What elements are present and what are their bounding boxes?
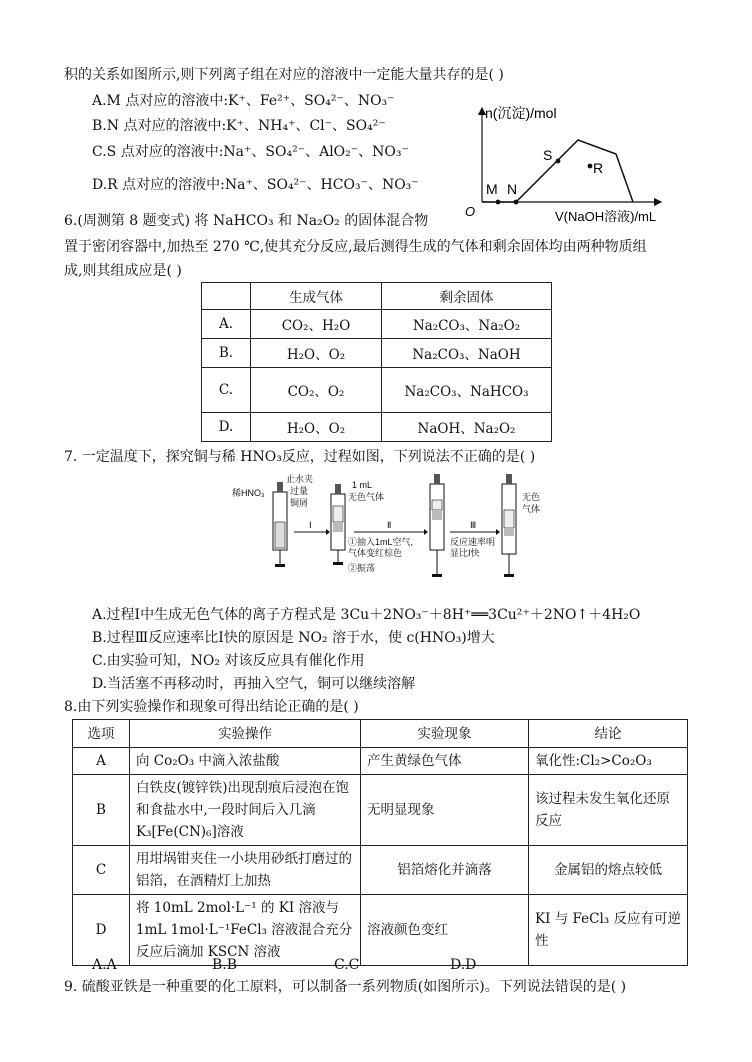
q8-row-a (73, 748, 688, 775)
label-n: N (507, 181, 518, 197)
q6-stem-line2: 置于密闭容器中,加热至 270 ℃,使其充分反应,最后测得生成的气体和剩余固体均由两种物质组 (64, 239, 647, 255)
q6-cell: Na₂CO₃、Na₂O₂ (382, 310, 552, 339)
q8-stem: 8.由下列实验操作和现象可得出结论正确的是( ) (64, 699, 359, 715)
q8-header-conclusion: 结论 (529, 720, 688, 748)
curve (482, 140, 633, 202)
label-step-1: Ⅰ (309, 520, 312, 530)
q7-option-d: D.当活塞不再移动时，再抽入空气，铜可以继续溶解 (92, 676, 416, 692)
q6-cell: A. (202, 310, 251, 339)
q6-cell: B. (202, 339, 251, 368)
q6-row-c (202, 368, 552, 413)
q8-cell: 氧化性:Cl₂>Co₂O₃ (529, 748, 688, 775)
origin-label: O (465, 204, 476, 219)
q8-answer-d: D.D (450, 957, 477, 973)
q8-cell: 金属铝的熔点较低 (529, 846, 688, 895)
q8-cell: C (73, 846, 130, 895)
q8-cell: 向 Co₂O₃ 中滴入浓盐酸 (130, 748, 361, 775)
label-step3-note-b: 显比Ⅰ快 (450, 548, 480, 558)
q7-option-b: B.过程Ⅲ反应速率比Ⅰ快的原因是 NO₂ 溶于水，使 c(HNO₃)增大 (92, 630, 495, 646)
q6-header-gas: 生成气体 (251, 283, 382, 310)
q8-row-b (73, 775, 688, 846)
q8-cell: A (73, 748, 130, 775)
q9-stem: 9. 硫酸亚铁是一种重要的化工原料，可以制备一系列物质(如图所示)。下列说法错误的是( ) (64, 979, 627, 995)
q6-cell: Na₂CO₃、NaHCO₃ (382, 368, 552, 413)
label-gas2-a: 无色 (522, 492, 541, 502)
q8-cell: 将 10mL 2mol·L⁻¹ 的 KI 溶液与 1mL 1mol·L⁻¹FeCl₃ 溶液混合充分反应后滴加 KSCN 溶液 (130, 895, 361, 966)
q6-row-d (202, 413, 552, 442)
q8-answer-c: C.C (334, 957, 360, 973)
q8-answer-a: A.A (92, 957, 117, 973)
q8-row-d (73, 895, 688, 966)
label-step2-note-a: ①抽入1mL空气, (348, 537, 414, 547)
q6-row-b (202, 339, 552, 368)
label-r: R (593, 160, 604, 176)
q6-cell: CO₂、O₂ (251, 368, 382, 413)
label-step-3: Ⅲ (470, 520, 477, 530)
q8-row-c (73, 846, 688, 895)
q8-answer-b: B.B (212, 957, 238, 973)
label-step3-note-a: 反应速率明 (450, 537, 496, 547)
q6-header-blank (202, 283, 251, 310)
point-r (588, 164, 593, 169)
q5-option-a: A.M 点对应的溶液中:K⁺、Fe²⁺、SO₄²⁻、NO₃⁻ (92, 93, 395, 109)
q6-stem-line1: 6.(周测第 8 题变式) 将 NaHCO₃ 和 Na₂O₂ 的固体混合物 (64, 213, 429, 229)
q6-cell: Na₂CO₃、NaOH (382, 339, 552, 368)
q8-cell: 产生黄绿色气体 (361, 748, 529, 775)
label-excess: 过量 (290, 486, 309, 496)
q6-cell: H₂O、O₂ (251, 413, 382, 442)
q5-option-d: D.R 点对应的溶液中:Na⁺、SO₄²⁻、HCO₃⁻、NO₃⁻ (92, 177, 419, 193)
label-gas2-b: 气体 (522, 504, 541, 514)
x-axis-label: V(NaOH溶液)/mL (555, 209, 657, 224)
q8-cell: 铝箔熔化并滴落 (361, 846, 529, 895)
q7-option-a: A.过程Ⅰ中生成无色气体的离子方程式是 3Cu＋2NO₃⁻＋8H⁺══3Cu²⁺＋2NO↑＋4H₂O (92, 607, 641, 623)
q6-cell: H₂O、O₂ (251, 339, 382, 368)
q5-option-c: C.S 点对应的溶液中:Na⁺、SO₄²⁻、AlO₂⁻、NO₃⁻ (92, 144, 409, 160)
q8-cell: 无明显现象 (361, 775, 529, 846)
q8-cell: D (73, 895, 130, 966)
q8-header-operation: 实验操作 (130, 720, 361, 748)
q6-header-solid: 剩余固体 (382, 283, 552, 310)
q6-cell: C. (202, 368, 251, 413)
q8-cell: B (73, 775, 130, 846)
q8-cell: KI 与 FeCl₃ 反应有可逆性 (529, 895, 688, 966)
q6-cell: NaOH、Na₂O₂ (382, 413, 552, 442)
q8-header-option: 选项 (73, 720, 130, 748)
label-step-2: Ⅱ (387, 520, 392, 530)
q7-apparatus-figure (230, 470, 560, 582)
q6-cell: D. (202, 413, 251, 442)
y-axis-label: n(沉淀)/mol (485, 105, 557, 121)
q5-option-b: B.N 点对应的溶液中:K⁺、NH₄⁺、Cl⁻、SO₄²⁻ (92, 118, 386, 134)
q6-stem-line3: 成,则其组成应是( ) (64, 263, 182, 279)
q5-precipitate-graph (455, 98, 695, 226)
label-clip: 止水夹 (286, 474, 314, 484)
q6-cell: CO₂、H₂O (251, 310, 382, 339)
q8-cell: 溶液颜色变红 (361, 895, 529, 966)
label-copper: 铜屑 (290, 498, 309, 508)
label-m: M (486, 181, 498, 197)
point-s (556, 159, 561, 164)
q6-table (201, 282, 552, 442)
q6-row-a (202, 310, 552, 339)
point-m (496, 200, 501, 205)
q8-cell: 该过程未发生氧化还原反应 (529, 775, 688, 846)
label-colorless-gas: 无色气体 (348, 492, 385, 502)
point-n (514, 200, 519, 205)
label-s: S (543, 147, 553, 163)
label-1ml: 1 mL (352, 480, 373, 490)
q8-table (72, 719, 688, 966)
q8-header-phenomenon: 实验现象 (361, 720, 529, 748)
label-step2-note-c: ②振荡 (348, 563, 376, 573)
label-step2-note-b: 气体变红棕色 (348, 548, 403, 558)
label-dilute-hno3: 稀HNO₃ (232, 488, 265, 498)
q7-option-c: C.由实验可知，NO₂ 对该反应具有催化作用 (92, 653, 365, 669)
q5-stem: 积的关系如图所示,则下列离子组在对应的溶液中一定能大量共存的是( ) (64, 67, 504, 83)
q8-cell: 白铁皮(镀锌铁)出现刮痕后浸泡在饱和食盐水中,一段时间后入几滴 K₃[Fe(CN)₆]溶液 (130, 775, 361, 846)
q7-stem: 7. 一定温度下，探究铜与稀 HNO₃反应，过程如图，下列说法不正确的是( ) (64, 449, 536, 465)
q8-cell: 用坩埚钳夹住一小块用砂纸打磨过的铝箔，在酒精灯上加热 (130, 846, 361, 895)
